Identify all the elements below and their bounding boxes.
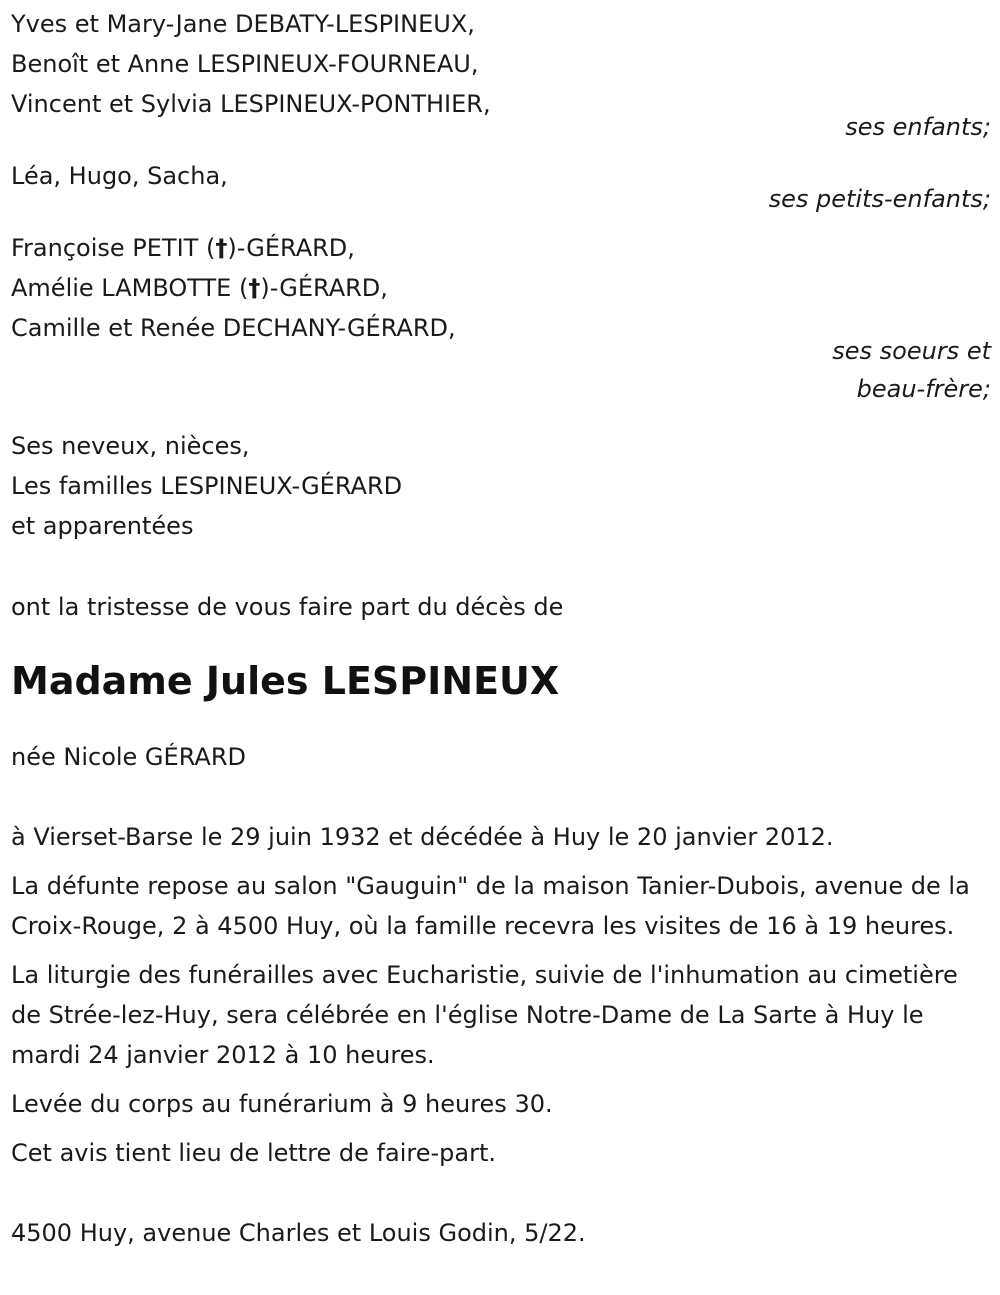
birth-death-line: à Vierset-Barse le 29 juin 1932 et décédée à Huy le 20 janvier 2012.: [11, 823, 834, 851]
funeral-paragraph: La liturgie des funérailles avec Eucharistie, suivie de l'inhumation au cimetière de Strée-lez-Huy, sera célébrée en l'église Notre-Dame de La Sarte à Huy le mardi 24 janvier 2012 à 10 heures.: [11, 961, 958, 1069]
others-group: [11, 426, 991, 546]
sibling-name: Françoise PETIT (: [11, 234, 216, 262]
child-line: Benoît et Anne LESPINEUX-FOURNEAU,: [11, 50, 479, 78]
sibling-name-suffix: )-GÉRARD,: [260, 274, 388, 302]
children-role: ses enfants;: [845, 113, 991, 141]
notice-paragraph: Cet avis tient lieu de lettre de faire-part.: [11, 1139, 496, 1167]
siblings-role-line1: ses soeurs et: [832, 337, 991, 365]
grandchildren-role: ses petits-enfants;: [768, 185, 991, 213]
maiden-name: née Nicole GÉRARD: [11, 743, 246, 771]
children-group: [11, 4, 991, 146]
cross-icon: †: [215, 234, 228, 262]
body-removal-paragraph: Levée du corps au funérarium à 9 heures 30.: [11, 1090, 553, 1118]
deceased-name: Madame Jules LESPINEUX: [11, 659, 560, 703]
others-line: et apparentées: [11, 512, 194, 540]
others-line: Ses neveux, nièces,: [11, 432, 250, 460]
visitation-paragraph: La défunte repose au salon "Gauguin" de la maison Tanier-Dubois, avenue de la Croix-Rouge, 2 à 4500 Huy, où la famille recevra les visites de 16 à 19 heures.: [11, 872, 970, 940]
cross-icon: †: [248, 274, 261, 302]
grandchildren-line: Léa, Hugo, Sacha,: [11, 162, 228, 190]
siblings-group: [11, 228, 991, 408]
sibling-name: Amélie LAMBOTTE (: [11, 274, 249, 302]
announcement: ont la tristesse de vous faire part du décès de: [11, 593, 564, 621]
child-line: Vincent et Sylvia LESPINEUX-PONTHIER,: [11, 90, 491, 118]
sibling-line: [11, 228, 991, 268]
sibling-name-suffix: )-GÉRARD,: [227, 234, 355, 262]
sibling-name: Camille et Renée DECHANY-GÉRARD,: [11, 314, 456, 342]
grandchildren-group: [11, 156, 991, 218]
address: 4500 Huy, avenue Charles et Louis Godin, 5/22.: [11, 1219, 586, 1247]
siblings-role-line2: beau-frère;: [856, 375, 991, 403]
others-line: Les familles LESPINEUX-GÉRARD: [11, 472, 403, 500]
death-notice: [11, 4, 991, 1253]
sibling-line: [11, 268, 991, 308]
child-line: Yves et Mary-Jane DEBATY-LESPINEUX,: [11, 10, 475, 38]
